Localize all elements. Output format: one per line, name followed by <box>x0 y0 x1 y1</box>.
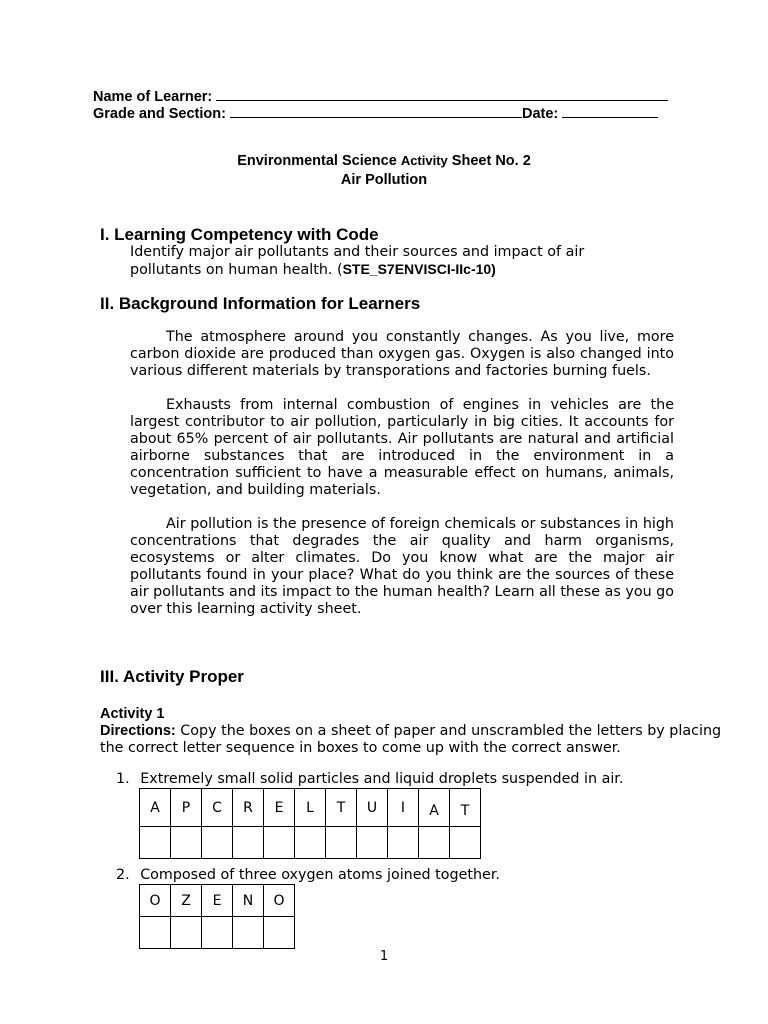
date-label: Date: <box>521 106 559 122</box>
answer-box[interactable] <box>202 917 233 949</box>
background-paragraph-3: Air pollution is the presence of foreign chemicals or substances in high concentrations that degrades the air quality and harm organisms, ecosystems or alter climates. Do you know what are the major air pollutants found in your place? What do you think are the sources of these air pollutants and its impact to the human health? Learn all these as you go over this learning activity sheet. <box>130 516 674 617</box>
learner-name-line <box>93 88 668 105</box>
background-paragraphs <box>130 329 674 618</box>
letter-box: A <box>419 789 450 827</box>
answer-box[interactable] <box>264 917 295 949</box>
question-1-text: Extremely small solid particles and liquid droplets suspended in air. <box>140 771 624 787</box>
section1-heading: I. Learning Competency with Code <box>100 225 379 244</box>
answer-box[interactable] <box>202 827 233 859</box>
sheet-title-number: Sheet No. 2 <box>447 153 531 169</box>
question-1-scrambled-row <box>140 789 481 827</box>
answer-box[interactable] <box>388 827 419 859</box>
answer-box[interactable] <box>140 827 171 859</box>
question-2-scrambled-row <box>140 885 295 917</box>
sheet-title <box>0 153 768 169</box>
letter-box: N <box>233 885 264 917</box>
section2-heading: II. Background Information for Learners <box>100 294 421 313</box>
directions-text: Copy the boxes on a sheet of paper and unscrambled the letters by placing the correct letter sequence in boxes to come up with the correct answer. <box>100 723 722 756</box>
letter-box: R <box>233 789 264 827</box>
question-1-letter-grid <box>139 788 481 859</box>
answer-box[interactable] <box>419 827 450 859</box>
letter-box: O <box>264 885 295 917</box>
letter-box: T <box>450 789 481 827</box>
letter-box: I <box>388 789 419 827</box>
sheet-subtitle: Air Pollution <box>340 172 428 188</box>
learner-name-blank[interactable] <box>216 88 668 101</box>
letter-box: Z <box>171 885 202 917</box>
letter-box: C <box>202 789 233 827</box>
answer-box[interactable] <box>140 917 171 949</box>
question-1 <box>116 771 623 787</box>
answer-box[interactable] <box>171 827 202 859</box>
answer-box[interactable] <box>295 827 326 859</box>
answer-box[interactable] <box>233 827 264 859</box>
letter-box: E <box>264 789 295 827</box>
competency-text <box>130 244 584 279</box>
background-paragraph-1: The atmosphere around you constantly changes. As you live, more carbon dioxide are produced than oxygen gas. Oxygen is also changed into various different materials by transporations and factories burning fuels. <box>130 329 674 379</box>
activity-title: Activity 1 <box>100 706 165 722</box>
competency-line-2 <box>130 261 584 279</box>
question-2-number: 2. <box>116 867 130 883</box>
letter-box: A <box>140 789 171 827</box>
question-1-answer-row <box>140 827 481 859</box>
answer-box[interactable] <box>450 827 481 859</box>
question-2-answer-row <box>140 917 295 949</box>
learner-name-label: Name of Learner: <box>93 89 213 105</box>
sheet-title-activity: Activity <box>400 153 448 168</box>
directions-label: Directions: <box>100 723 176 739</box>
question-2-text: Composed of three oxygen atoms joined together. <box>140 867 500 883</box>
section3-heading: III. Activity Proper <box>100 667 244 686</box>
background-paragraph-2: Exhausts from internal combustion of engines in vehicles are the largest contributor to air pollution, particularly in big cities. It accounts for about 65% percent of air pollutants. Air pollutants are natural and artificial airborne substances that are introduced in the environment in a concentration sufficient to have a measurable effect on humans, animals, vegetation, and building materials. <box>130 397 674 498</box>
question-2-letter-grid <box>139 884 295 949</box>
question-1-number: 1. <box>116 771 130 787</box>
question-2 <box>116 867 500 883</box>
answer-box[interactable] <box>233 917 264 949</box>
grade-section-label: Grade and Section: <box>93 106 226 122</box>
answer-box[interactable] <box>357 827 388 859</box>
letter-box: P <box>171 789 202 827</box>
grade-section-line <box>93 105 658 122</box>
page-number: 1 <box>379 949 389 964</box>
letter-box: U <box>357 789 388 827</box>
letter-box: E <box>202 885 233 917</box>
sheet-title-subject: Environmental Science <box>237 153 401 169</box>
letter-box: L <box>295 789 326 827</box>
competency-line-1: Identify major air pollutants and their sources and impact of air <box>130 244 585 260</box>
letter-box: T <box>326 789 357 827</box>
letter-box: O <box>140 885 171 917</box>
activity-directions <box>100 723 740 757</box>
answer-box[interactable] <box>264 827 295 859</box>
answer-box[interactable] <box>171 917 202 949</box>
date-blank[interactable] <box>562 105 658 118</box>
grade-section-blank[interactable] <box>230 105 522 118</box>
answer-box[interactable] <box>326 827 357 859</box>
competency-line-2-text: pollutants on human health. ( <box>130 262 343 278</box>
competency-code: STE_S7ENVISCI-IIc-10) <box>342 261 496 277</box>
